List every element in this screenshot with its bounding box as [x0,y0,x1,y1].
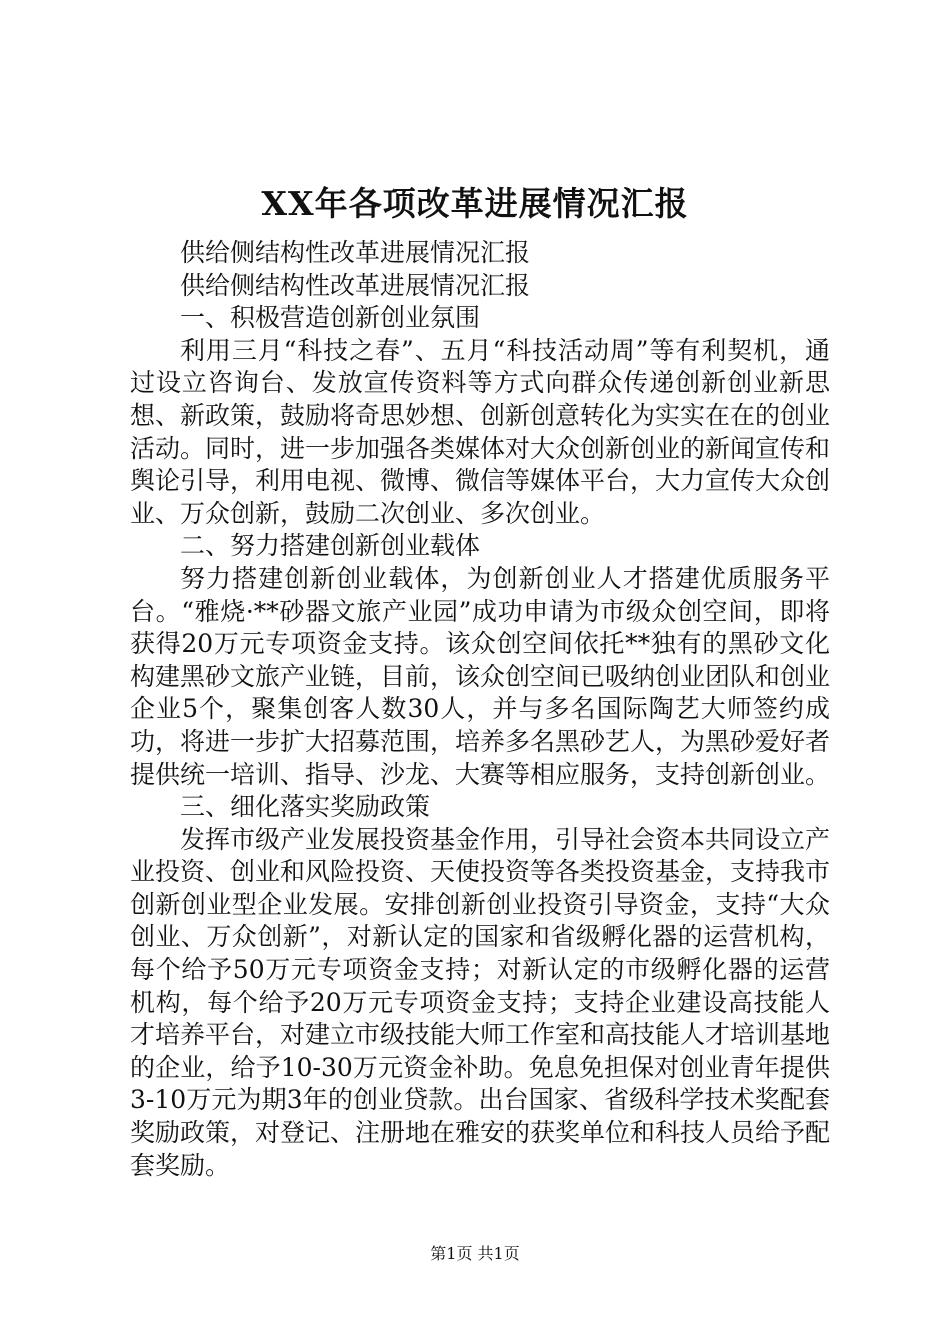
body-paragraph: 发挥市级产业发展投资基金作用，引导社会资本共同设立产业投资、创业和风险投资、天使投资等各类投资基金，支持我市创新创业型企业发展。安排创新创业投资引导资金，支持“大众创业、万众创新”，对新认定的国家和省级孵化器的运营机构，每个给予50万元专项资金支持；对新认定的市级孵化器的运营机构，每个给予20万元专项资金支持；支持企业建设高技能人才培养平台，对建立市级技能大师工作室和高技能人才培训基地的企业，给予10-30万元资金补助。免息免担保对创业青年提供3-10万元为期3年的创业贷款。出台国家、省级科学技术奖配套奖励政策，对登记、注册地在雅安的获奖单位和科技人员给予配套奖励。 [130,824,831,1180]
document-title: XX年各项改革进展情况汇报 [261,184,689,223]
body-paragraph: 努力搭建创新创业载体，为创新创业人才搭建优质服务平台。“雅烧·**砂器文旅产业园”成功申请为市级众创空间，即将获得20万元专项资金支持。该众创空间依托**独有的黑砂文化构建黑砂文旅产业链，目前，该众创空间已吸纳创业团队和创业企业5个，聚集创客人数30人，并与多名国际陶艺大师签约成功，将进一步扩大招募范围，培养多名黑砂艺人，为黑砂爱好者提供统一培训、指导、沙龙、大赛等相应服务，支持创新创业。 [130,563,831,789]
section-heading: 三、细化落实奖励政策 [180,792,431,822]
page-number-footer: 第1页 共1页 [430,1244,520,1263]
body-paragraph: 利用三月“科技之春”、五月“科技活动周”等有利契机，通过设立咨询台、发放宣传资料等方式向群众传递创新创业新思想、新政策，鼓励将奇思妙想、创新创意转化为实实在在的创业活动。同时，进一步加强各类媒体对大众创新创业的新闻宣传和舆论引导，利用电视、微博、微信等媒体平台，大力宣传大众创业、万众创新，鼓励二次创业、多次创业。 [130,335,831,528]
subtitle-paragraph: 供给侧结构性改革进展情况汇报 [180,238,531,267]
subtitle-paragraph: 供给侧结构性改革进展情况汇报 [180,270,531,300]
section-heading: 一、积极营造创新创业氛围 [180,303,481,333]
document-body [130,237,830,1182]
section-heading: 二、努力搭建创新创业载体 [180,531,481,561]
